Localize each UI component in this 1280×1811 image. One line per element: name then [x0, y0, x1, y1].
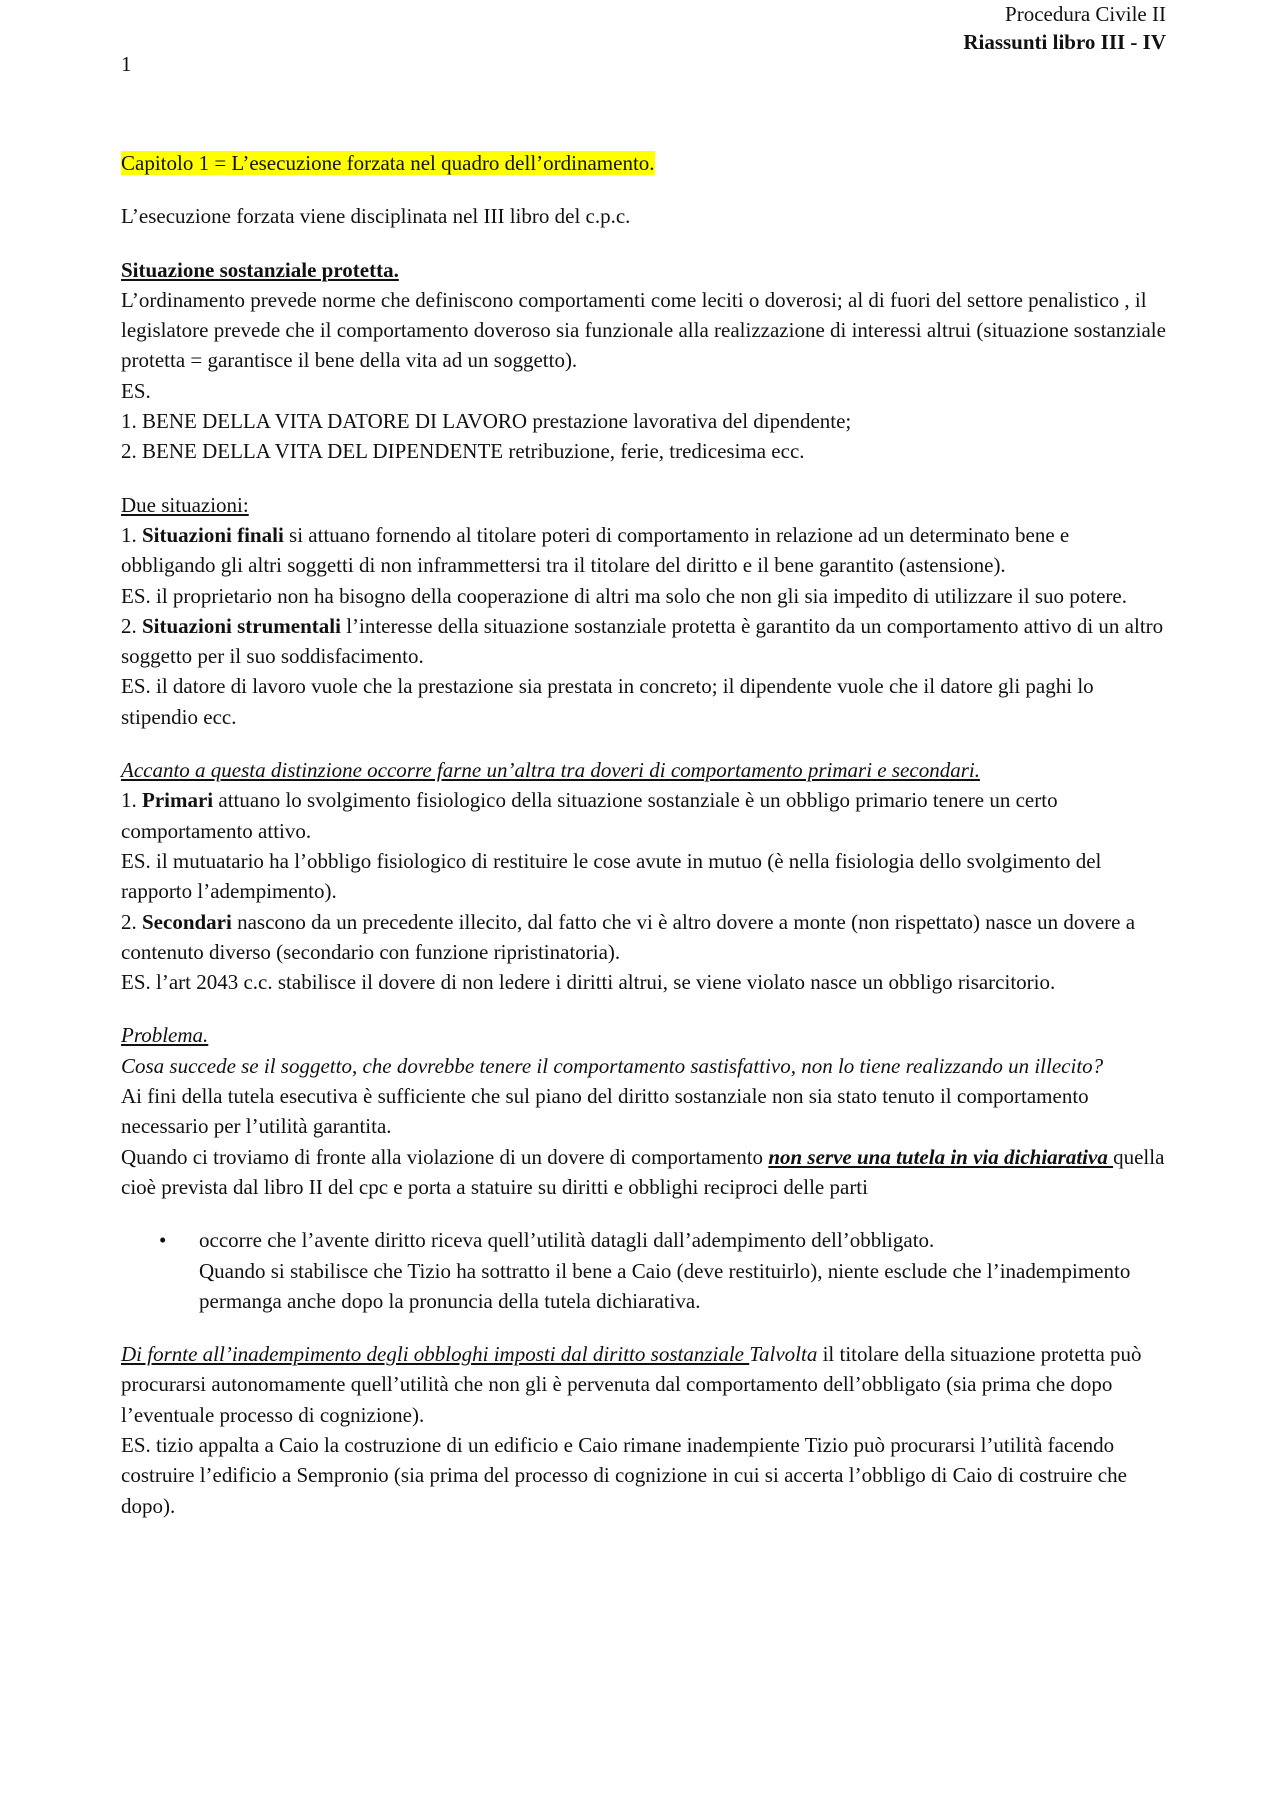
- section-heading: [121, 490, 1166, 520]
- term-description: si attuano fornendo al titolare poteri di comportamento in relazione ad un determinato bene e obbligando gli altri soggetti di non inframmettersi tra il titolare del diritto e il bene garantito (astensione).: [121, 522, 1070, 578]
- section-paragraph: [121, 1339, 1166, 1430]
- list-item: 2. BENE DELLA VITA DEL DIPENDENTE retribuzione, ferie, tredicesima ecc.: [121, 439, 805, 464]
- list-number: 1.: [121, 522, 142, 547]
- section-heading-text: Problema.: [121, 1023, 209, 1048]
- chapter-title: [121, 148, 1166, 178]
- section-heading-text: Accanto a questa distinzione occorre farne un’altra tra doveri di comportamento primari e secondari.: [121, 758, 980, 783]
- chapter-title-text: Capitolo 1 = L’esecuzione forzata nel quadro dell’ordinamento.: [121, 151, 655, 175]
- term-description: nascono da un precedente illecito, dal fatto che vi è altro dovere a monte (non rispettato) nasce un dovere a contenuto diverso (secondario con funzione ripristinatoria).: [121, 909, 1136, 964]
- term-description: l’interesse della situazione sostanziale protetta è garantito da un comportamento attivo di un altro soggetto per il suo soddisfacimento.: [121, 613, 1164, 669]
- document-body: [121, 148, 1166, 1521]
- example-label: ES.: [121, 378, 151, 403]
- section-paragraph: Ai fini della tutela esecutiva è sufficiente che sul piano del diritto sostanziale non sia stato tenuto il comportamento necessario per l’utilità garantita.: [121, 1084, 1089, 1139]
- page-header: [963, 0, 1166, 56]
- bullet-item: [121, 1225, 1166, 1316]
- term-bold: Situazioni strumentali: [142, 613, 341, 638]
- section-heading-text: Due situazioni:: [121, 492, 249, 517]
- section-paragraph: [121, 1142, 1166, 1203]
- emphasized-text: non serve una tutela in via dichiarativa: [768, 1144, 1114, 1169]
- example-paragraph: ES. l’art 2043 c.c. stabilisce il dovere di non ledere i diritti altrui, se viene violato nasce un obbligo risarcitorio.: [121, 970, 1056, 995]
- emphasized-text: Talvolta: [749, 1342, 818, 1367]
- list-number: 2.: [121, 613, 142, 638]
- paragraph-start: Quando ci troviamo di fronte alla violazione di un dovere di comportamento: [121, 1144, 769, 1169]
- section-heading-text: Situazione sostanziale protetta.: [121, 257, 399, 282]
- header-course: Procedura Civile II: [1005, 2, 1166, 26]
- list-item: [121, 520, 1166, 581]
- list-item: [121, 907, 1166, 968]
- list-item: 1. BENE DELLA VITA DATORE DI LAVORO prestazione lavorativa del dipendente;: [121, 409, 852, 434]
- list-number: 2.: [121, 909, 142, 934]
- example-paragraph: ES. il mutuatario ha l’obbligo fisiologico di restituire le cose avute in mutuo (è nella fisiologia dello svolgimento del rapporto l’adempimento).: [121, 848, 1102, 904]
- intro-paragraph: L’esecuzione forzata viene disciplinata nel III libro del c.p.c.: [121, 204, 631, 229]
- term-description: attuano lo svolgimento fisiologico della situazione sostanziale è un obbligo primario tenere un certo comportamento attivo.: [121, 788, 1058, 843]
- page-number: 1: [121, 52, 132, 76]
- term-bold: Situazioni finali: [142, 522, 284, 547]
- question-paragraph: Cosa succede se il soggetto, che dovrebbe tenere il comportamento sastisfattivo, non lo tiene realizzando un illecito?: [121, 1053, 1104, 1078]
- example-paragraph: ES. tizio appalta a Caio la costruzione di un edificio e Caio rimane inadempiente Tizio può procurarsi l’utilità facendo costruire l’edificio a Sempronio (sia prima del processo di cognizione in cui si accerta l’obbligo di Caio di costruire che dopo).: [121, 1432, 1127, 1518]
- header-subtitle: Riassunti libro III - IV: [963, 30, 1166, 54]
- term-bold: Secondari: [142, 909, 232, 934]
- bullet-icon: •: [159, 1228, 167, 1253]
- paragraph-text: il titolare della situazione protetta può procurarsi autonomamente quell’utilità che non gli è pervenuta dal comportamento dell’obbligato (sia prima che dopo l’eventuale processo di cognizione).: [121, 1342, 1142, 1427]
- section-heading-text: Di fornte all’inadempimento degli obbloghi imposti dal diritto sostanziale: [121, 1342, 750, 1367]
- list-item: [121, 785, 1166, 846]
- term-bold: Primari: [142, 788, 214, 813]
- section-heading: [121, 255, 1166, 285]
- paragraph-end: quella cioè prevista dal libro II del cpc e porta a statuire su diritti e obblighi reciproci delle parti: [121, 1144, 1165, 1199]
- list-item: [121, 611, 1166, 672]
- example-paragraph: ES. il datore di lavoro vuole che la prestazione sia prestata in concreto; il dipendente vuole che il datore gli paghi lo stipendio ecc.: [121, 674, 1094, 729]
- section-heading: [121, 755, 1166, 785]
- section-heading: [121, 1020, 1166, 1050]
- bullet-text: occorre che l’avente diritto riceva quell’utilità datagli dall’adempimento dell’obbligato.: [199, 1228, 935, 1253]
- example-paragraph: ES. il proprietario non ha bisogno della cooperazione di altri ma solo che non gli sia impedito di utilizzare il suo potere.: [121, 583, 1127, 608]
- section-paragraph: L’ordinamento prevede norme che definiscono comportamenti come leciti o doverosi; al di fuori del settore penalistico , il legislatore prevede che il comportamento doveroso sia funzionale alla realizzazione di interessi altrui (situazione sostanziale protetta = garantisce il bene della vita ad un soggetto).: [121, 287, 1166, 373]
- list-number: 1.: [121, 788, 142, 813]
- bullet-text: Quando si stabilisce che Tizio ha sottratto il bene a Caio (deve restituirlo), niente esclude che l’inadempimento permanga anche dopo la pronuncia della tutela dichiarativa.: [199, 1258, 1131, 1313]
